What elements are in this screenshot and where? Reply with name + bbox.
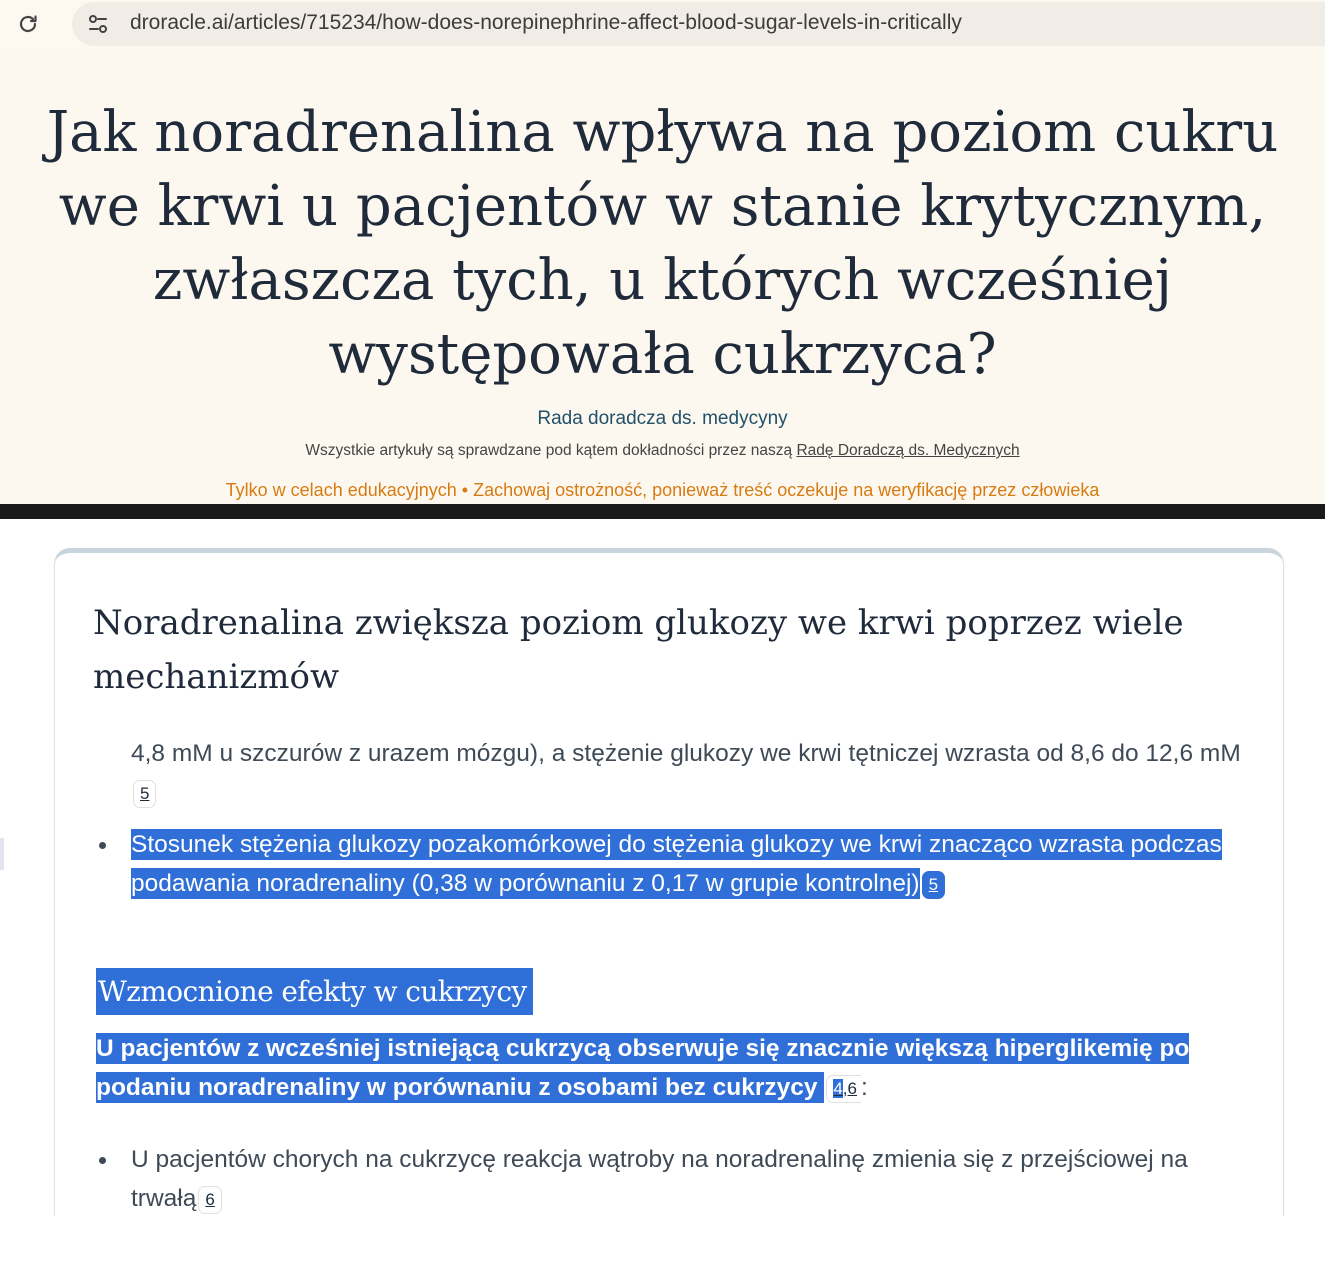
paragraph-diabetes — [96, 1029, 1246, 1107]
citation-separator: , — [842, 1078, 848, 1098]
list-item-text: U pacjentów chorych na cukrzycę reakcja wątroby na noradrenalinę zmienia się z przejściowej na trwałą — [131, 1146, 1188, 1212]
section-heading: Noradrenalina zwiększa poziom glukozy we krwi poprzez wiele mechanizmów — [93, 603, 1184, 697]
citation-link[interactable]: 6 — [847, 1078, 857, 1098]
advisory-board-label: Rada doradcza ds. medycyny — [537, 408, 788, 429]
bullet-icon — [99, 842, 106, 849]
list-item — [131, 825, 1241, 903]
subsection-heading: Wzmocnione efekty w cukrzycy — [96, 968, 533, 1015]
reload-icon[interactable] — [16, 12, 40, 36]
page-bottom — [0, 1216, 1325, 1281]
citation-link[interactable]: 5 — [133, 780, 156, 808]
paragraph-suffix: : — [861, 1074, 868, 1101]
citation-link[interactable]: 4 — [833, 1078, 843, 1098]
browser-address-bar — [0, 0, 1325, 48]
left-edge-strip — [0, 838, 4, 870]
site-info-icon[interactable] — [86, 12, 110, 36]
list-item — [131, 1140, 1241, 1218]
paragraph-text: U pacjentów z wcześniej istniejącą cukrzycą obserwuje się znacznie większą hiperglikemię po podaniu noradrenaliny w porównaniu z osobami bez cukrzycy — [96, 1035, 1190, 1101]
paragraph-arterial-glucose — [131, 734, 1241, 812]
paragraph-text: 4,8 mM u szczurów z urazem mózgu), a stężenie glukozy we krwi tętniczej wzrasta od 8,6 do 12,6 mM — [131, 740, 1241, 767]
bullet-icon — [99, 1157, 106, 1164]
citation-link[interactable]: 5 — [922, 871, 945, 899]
citation-link[interactable]: 6 — [198, 1186, 221, 1214]
review-note — [0, 442, 1325, 460]
review-note-text: Wszystkie artykuły są sprawdzane pod kątem dokładności przez naszą — [305, 442, 797, 459]
divider-bar — [0, 504, 1325, 519]
page-title: Jak noradrenalina wpływa na poziom cukru we krwi u pacjentów w stanie krytycznym, zwłaszcza tych, u których wcześniej występowała cukrzyca? — [46, 100, 1279, 387]
list-item-text: Stosunek stężenia glukozy pozakomórkowej do stężenia glukozy we krwi znacząco wzrasta podczas podawania noradrenaliny (0,38 w porównaniu z 0,17 w grupie kontrolnej) — [131, 831, 1222, 897]
url-text[interactable]: droracle.ai/articles/715234/how-does-norepinephrine-affect-blood-sugar-levels-in-critically — [130, 11, 962, 34]
advisory-board-link[interactable]: Radę Doradczą ds. Medycznych — [796, 442, 1020, 459]
article-header — [0, 48, 1325, 504]
educational-disclaimer: Tylko w celach edukacyjnych • Zachowaj ostrożność, ponieważ treść oczekuje na weryfikację przez człowieka — [225, 480, 1100, 500]
